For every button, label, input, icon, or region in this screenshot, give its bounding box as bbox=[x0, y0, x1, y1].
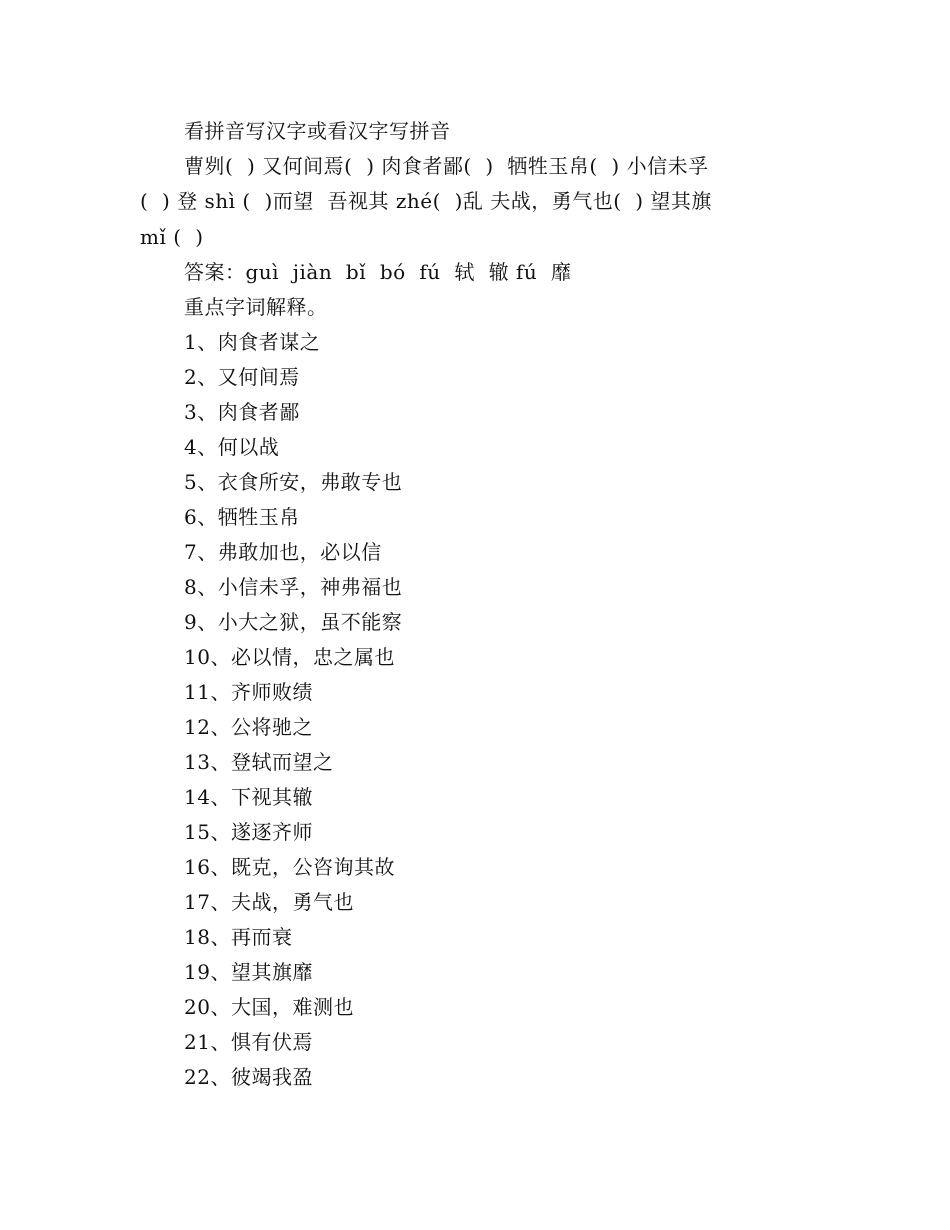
list-item: 1、肉食者谋之 bbox=[184, 330, 321, 354]
list-item: 4、何以战 bbox=[184, 435, 280, 459]
list-item: 12、公将驰之 bbox=[184, 715, 313, 739]
list-item: 10、必以情，忠之属也 bbox=[184, 645, 395, 669]
list-item: 18、再而衰 bbox=[184, 925, 293, 949]
question-line-2: ( ) 登 shì ( )而望 吾视其 zhé( )乱 夫战，勇气也( ) 望其旗 bbox=[140, 189, 712, 213]
list-item: 9、小大之狱，虽不能察 bbox=[184, 610, 403, 634]
list-item: 20、大国，难测也 bbox=[184, 995, 354, 1019]
question-line-1: 曹刿( ) 又何间焉( ) 肉食者鄙( ) 牺牲玉帛( ) 小信未孚 bbox=[184, 154, 709, 178]
question-line-3: mǐ ( ) bbox=[140, 225, 204, 249]
list-item: 6、牺牲玉帛 bbox=[184, 505, 300, 529]
list-item: 14、下视其辙 bbox=[184, 785, 313, 809]
list-item: 19、望其旗靡 bbox=[184, 960, 313, 984]
exercise-heading: 看拼音写汉字或看汉字写拼音 bbox=[184, 119, 451, 143]
list-item: 16、既克，公咨询其故 bbox=[184, 855, 395, 879]
list-item: 13、登轼而望之 bbox=[184, 750, 334, 774]
list-item: 15、遂逐齐师 bbox=[184, 820, 313, 844]
answer-line: 答案：guì jiàn bǐ bó fú 轼 辙 fú 靡 bbox=[184, 260, 572, 284]
section-title: 重点字词解释。 bbox=[184, 295, 328, 319]
list-item: 8、小信未孚，神弗福也 bbox=[184, 575, 403, 599]
list-item: 17、夫战，勇气也 bbox=[184, 890, 354, 914]
list-item: 2、又何间焉 bbox=[184, 365, 300, 389]
list-item: 22、彼竭我盈 bbox=[184, 1065, 313, 1089]
list-item: 11、齐师败绩 bbox=[184, 680, 313, 704]
list-item: 21、惧有伏焉 bbox=[184, 1030, 313, 1054]
list-item: 7、弗敢加也，必以信 bbox=[184, 540, 382, 564]
list-item: 5、衣食所安，弗敢专也 bbox=[184, 470, 403, 494]
list-item: 3、肉食者鄙 bbox=[184, 400, 300, 424]
